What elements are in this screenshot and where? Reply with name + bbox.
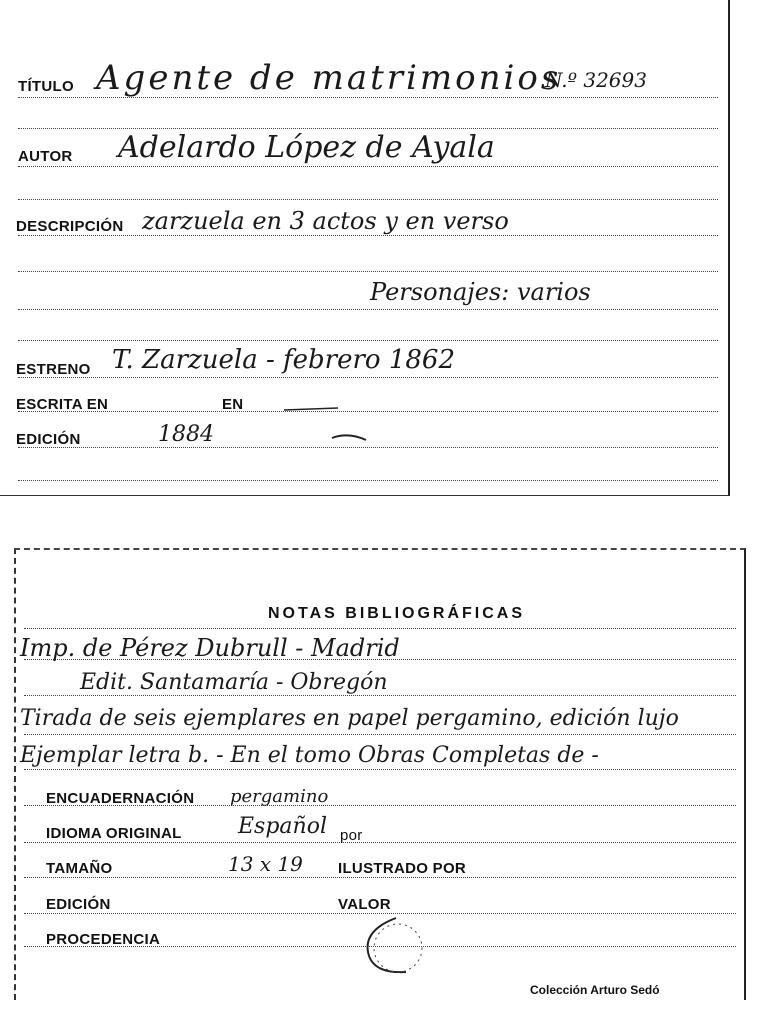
rule-line	[24, 734, 736, 735]
rule-line	[18, 235, 718, 236]
descripcion-value-2: Personajes: varios	[370, 278, 591, 306]
rule-line	[18, 411, 718, 412]
catalog-card-top	[0, 0, 730, 496]
estreno-value: T. Zarzuela - febrero 1862	[112, 345, 455, 375]
idioma-original-label: IDIOMA ORIGINAL	[46, 825, 182, 842]
rule-line	[18, 447, 718, 448]
note-line: Ejemplar letra b. - En el tomo Obras Completas de -	[20, 743, 599, 768]
descripcion-label: DESCRIPCIÓN	[16, 218, 124, 235]
collection-footer: Colección Arturo Sedó	[530, 983, 660, 997]
catalog-card-bottom	[14, 548, 746, 1000]
procedencia-label: PROCEDENCIA	[46, 931, 161, 948]
rule-line	[24, 695, 736, 696]
rule-line	[18, 309, 718, 310]
rule-line	[18, 271, 718, 272]
tamano-label: TAMAÑO	[46, 860, 113, 877]
escrita-en-label: ESCRITA EN	[16, 396, 109, 413]
ilustrado-por-label: ILUSTRADO POR	[338, 860, 467, 877]
note-line: Edit. Santamaría - Obregón	[80, 670, 388, 695]
por-label: por	[340, 827, 363, 844]
rule-line	[24, 769, 736, 770]
edicion-label: EDICIÓN	[46, 896, 111, 913]
rule-line	[18, 166, 718, 167]
rule-line	[18, 377, 718, 378]
autor-value: Adelardo López de Ayala	[118, 130, 495, 165]
encuadernacion-label: ENCUADERNACIÓN	[46, 790, 195, 807]
valor-label: VALOR	[338, 896, 391, 913]
en-label: EN	[222, 396, 244, 413]
notas-heading: NOTAS BIBLIOGRÁFICAS	[268, 605, 526, 622]
tamano-value: 13 x 19	[228, 852, 303, 876]
pen-stroke	[282, 400, 342, 414]
encuadernacion-value: pergamino	[230, 786, 329, 807]
rule-line	[18, 199, 718, 200]
note-line: Imp. de Pérez Dubrull - Madrid	[20, 634, 400, 662]
idioma-original-value: Español	[238, 814, 327, 839]
titulo-value: Agente de matrimonios	[96, 58, 562, 98]
titulo-label: TÍTULO	[18, 78, 74, 95]
autor-label: AUTOR	[18, 148, 73, 165]
estreno-label: ESTRENO	[16, 361, 91, 378]
rule-line	[18, 480, 718, 481]
descripcion-value: zarzuela en 3 actos y en verso	[142, 207, 509, 235]
rule-line	[24, 877, 736, 878]
stamp-mark	[356, 912, 426, 982]
rule-line	[24, 628, 736, 629]
pen-stroke	[330, 430, 370, 446]
rule-line	[18, 128, 718, 129]
rule-line	[18, 340, 718, 341]
rule-line	[24, 842, 736, 843]
numero-value: N.º 32693	[545, 68, 647, 92]
edicion-value: 1884	[158, 422, 214, 447]
note-line: Tirada de seis ejemplares en papel pergamino, edición lujo	[20, 706, 679, 731]
edicion-label: EDICIÓN	[16, 431, 81, 448]
